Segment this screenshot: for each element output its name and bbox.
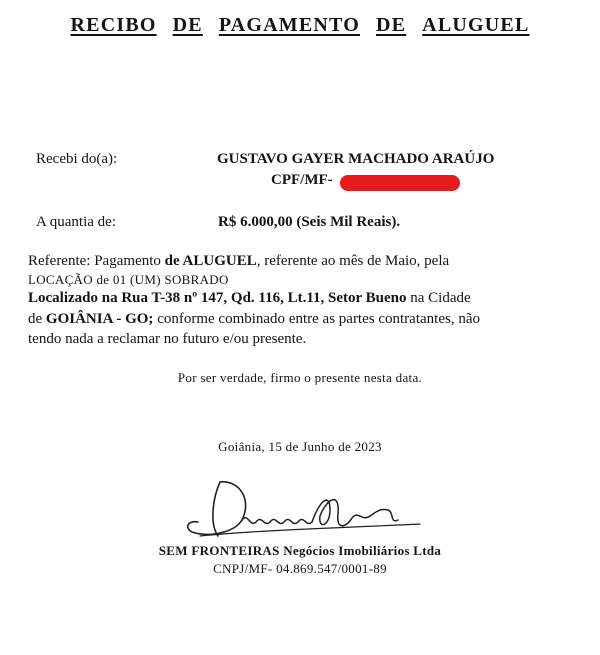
place-date: Goiânia, 15 de Junho de 2023	[218, 439, 382, 454]
city-name: GOIÂNIA - GO;	[45, 311, 154, 327]
reference-line	[28, 253, 449, 270]
city-prefix: de	[28, 311, 46, 327]
truth-statement: Por ser verdade, firmo o presente nesta data.	[177, 370, 423, 385]
cpf-label: CPF/MF-	[271, 172, 333, 188]
received-from-label: Recebi do(a):	[36, 151, 118, 167]
title-word: RECIBO	[70, 14, 157, 36]
company-cnpj: CNPJ/MF- 04.869.547/0001-89	[213, 561, 387, 576]
amount-value: R$ 6.000,00 (Seis Mil Reais).	[218, 214, 401, 230]
title-word: PAGAMENTO	[218, 14, 360, 36]
amount-label: A quantia de:	[36, 214, 116, 230]
property-address: Localizado na Rua T-38 nº 147, Qd. 116, Lt.11, Setor Bueno	[28, 290, 407, 306]
reference-rent: de ALUGUEL	[164, 253, 257, 269]
agreement-text: conforme combinado entre as partes contratantes, não	[153, 311, 480, 327]
lease-description: LOCAÇÃO de 01 (UM) SOBRADO	[28, 272, 229, 287]
reference-month: , referente ao mês de Maio, pela	[256, 253, 450, 269]
title-word: DE	[172, 14, 203, 36]
document-title	[0, 14, 600, 37]
title-word: ALUGUEL	[422, 14, 530, 36]
city-line	[28, 311, 480, 328]
signature-graphic	[180, 470, 440, 550]
address-suffix: na Cidade	[406, 290, 471, 306]
payer-name: GUSTAVO GAYER MACHADO ARAÚJO	[217, 151, 495, 167]
reference-text: Referente: Pagamento	[28, 253, 165, 269]
company-name: SEM FRONTEIRAS Negócios Imobiliários Ltda	[158, 543, 442, 558]
title-word: DE	[375, 14, 407, 36]
final-statement: tendo nada a reclamar no futuro e/ou presente.	[28, 331, 307, 347]
redaction-mark	[340, 175, 460, 191]
address-line	[28, 290, 471, 307]
